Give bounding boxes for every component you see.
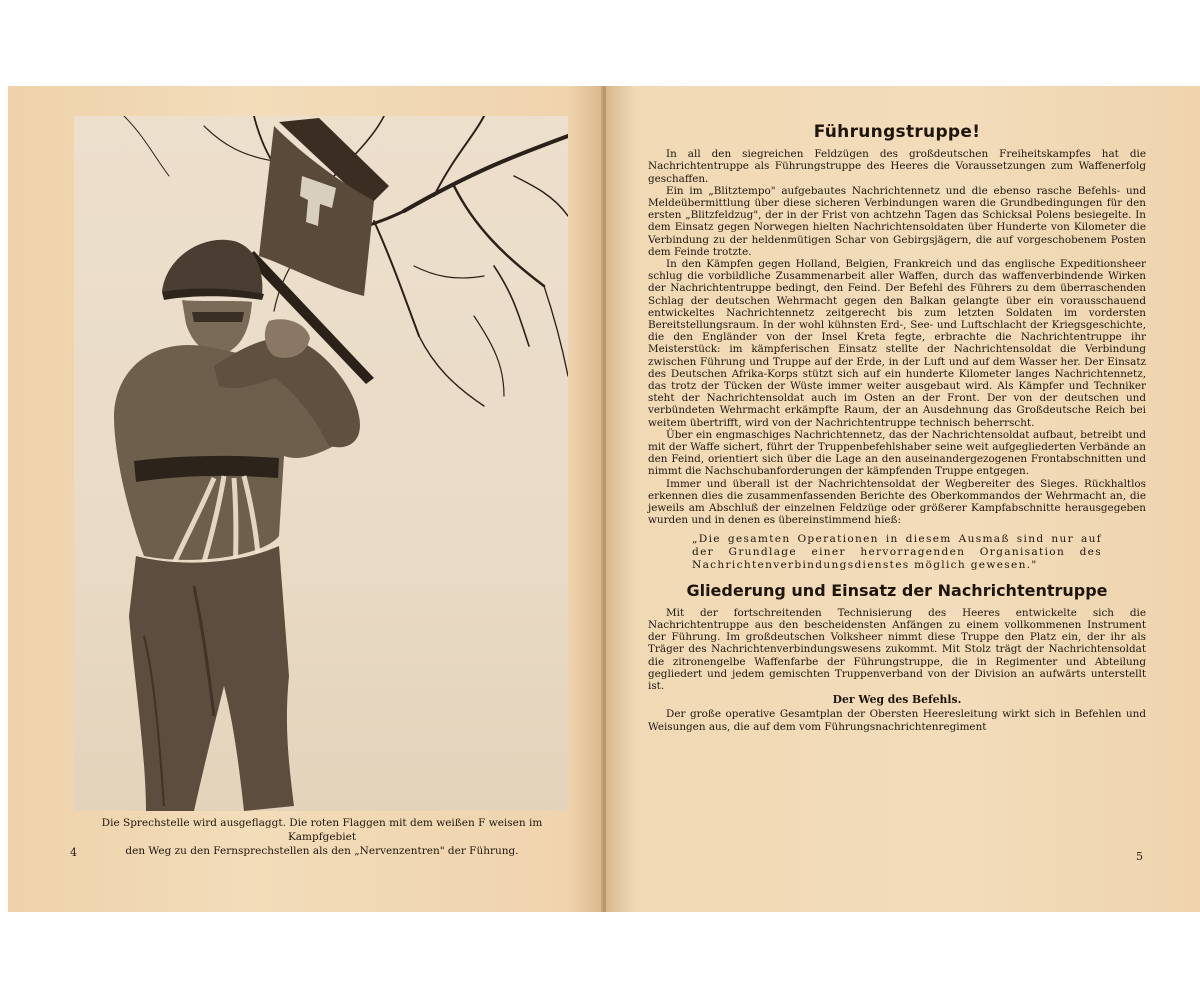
subheading-weg-des-befehls: Der Weg des Befehls. — [832, 693, 962, 707]
heading-fuehrungstruppe: Führungstruppe! — [813, 122, 981, 142]
quote-text: „Die gesamten Operationen in diesem Ausmaß sind nur auf der Grundlage einer hervorragenden Organisation des Nachrichtenverbindungsdienstes möglich gewesen." — [692, 532, 1102, 571]
paragraph: Ein im „Blitztempo" aufgebautes Nachrichtennetz und die ebenso rasche Befehls- und Meldeübermittlung über diese sicheren Verbindungen waren die Grundbedingungen für den ersten „Blitzfeldzug", der in der Frist von achtzehn Tagen das Schicksal Polens besiegelte. In dem Einsatz gegen Norwegen hielten Nachrichtensoldaten über Hunderte von Kilometer die Verbindung zu der heldenmütigen Schar von Gebirgsjägern, die auf vorgeschobenem Posten dem Feinde trotzte. — [648, 184, 1146, 258]
right-page-text — [648, 122, 1146, 733]
soldier-photo — [74, 116, 568, 811]
right-page — [606, 86, 1200, 912]
paragraph: Über ein engmaschiges Nachrichtennetz, das der Nachrichtensoldat aufbaut, betreibt und mit der Waffe sichert, führt der Truppenbefehlshaber seine weit aufgegliederten Verbände an den Feind, orientiert sich über die Lage an den auseinandergezogenen Frontabschnitten und nimmt die Nachschubanforderungen der kämpfenden Truppe entgegen. — [648, 428, 1146, 478]
left-page — [8, 86, 604, 912]
caption-line: Die Sprechstelle wird ausgeflaggt. Die roten Flaggen mit dem weißen F weisen im Kampfgebiet — [101, 817, 543, 843]
soldier-photo-illustration — [74, 116, 568, 811]
paragraph: Der große operative Gesamtplan der Obersten Heeresleitung wirkt sich in Befehlen und Weisungen aus, die auf dem vom Führungsnachrichtenregiment — [648, 708, 1146, 733]
photo-caption — [70, 816, 574, 858]
book-spread — [8, 86, 1200, 912]
page-number-right: 5 — [1136, 850, 1143, 863]
quote-block — [692, 533, 1102, 572]
paragraph: Immer und überall ist der Nachrichtensoldat der Wegbereiter des Sieges. Rückhaltlos erkennen dies die zusammenfassenden Berichte des Oberkommandos der Wehrmacht an, die jeweils am Abschluß der einzelnen Feldzüge oder größerer Kampfabschnitte herausgegeben wurden und in denen es übereinstimmend hieß: — [648, 477, 1146, 527]
paragraph: Mit der fortschreitenden Technisierung des Heeres entwickelte sich die Nachrichtentruppe aus den bescheidensten Anfängen zu einem vollkommenen Instrument der Führung. Im großdeutschen Volksheer nimmt diese Truppe den Platz ein, der ihr als Träger des Nachrichtenverbindungswesens zukommt. Mit Stolz trägt der Nachrichtensoldat die zitronengelbe Waffenfarbe der Führungstruppe, die in Regimenter und Abteilung gegliedert und jedem gemischten Truppenverband von der Division an aufwärts unterstellt ist. — [648, 606, 1146, 692]
caption-line: den Weg zu den Fernsprechstellen als den „Nervenzentren" der Führung. — [125, 845, 519, 857]
paragraph: In den Kämpfen gegen Holland, Belgien, Frankreich und das englische Expeditionsheer schlug die vorbildliche Zusammenarbeit aller Waffen, durch das waffenverbindende Wirken der Nachrichtentruppe bedingt, den Feind. Der Befehl des Führers zu dem überraschenden Schlag der deutschen Wehrmacht gegen den Balkan gelangte über ein vorausschauend entwickeltes Nachrichtennetz zeitgerecht bis zum letzten Soldaten im vordersten Bereitstellungsraum. In der wohl kühnsten Erd-, See- und Luftschlacht der Kriegsgeschichte, die den Engländer von der Insel Kreta fegte, erbrachte die Nachrichtentruppe ihr Meisterstück: im kämpferischen Einsatz stellte der Nachrichtensoldat die Verbindung zwischen Führung und Truppe auf der Erde, in der Luft und auf dem Wasser her. Der Einsatz des Deutschen Afrika-Korps stützt sich auf ein hunderte Kilometer langes Nachrichtennetz, das trotz der Tücken der Wüste immer weiter ausgebaut wird. Als Kämpfer und Techniker steht der Nachrichtensoldat auch im Osten an der Front. Der von der deutschen und verbündeten Wehrmacht erkämpfte Raum, der an Ausdehnung das Großdeutsche Reich bei weitem übertrifft, wird von der Nachrichtentruppe technisch beherrscht. — [648, 258, 1146, 429]
heading-gliederung: Gliederung und Einsatz der Nachrichtentruppe — [686, 580, 1108, 600]
paragraph: In all den siegreichen Feldzügen des großdeutschen Freiheitskampfes hat die Nachrichtentruppe als Führungstruppe des Heeres die Voraussetzungen zum Waffenerfolg geschaffen. — [648, 148, 1146, 185]
page-number-left: 4 — [70, 846, 77, 859]
